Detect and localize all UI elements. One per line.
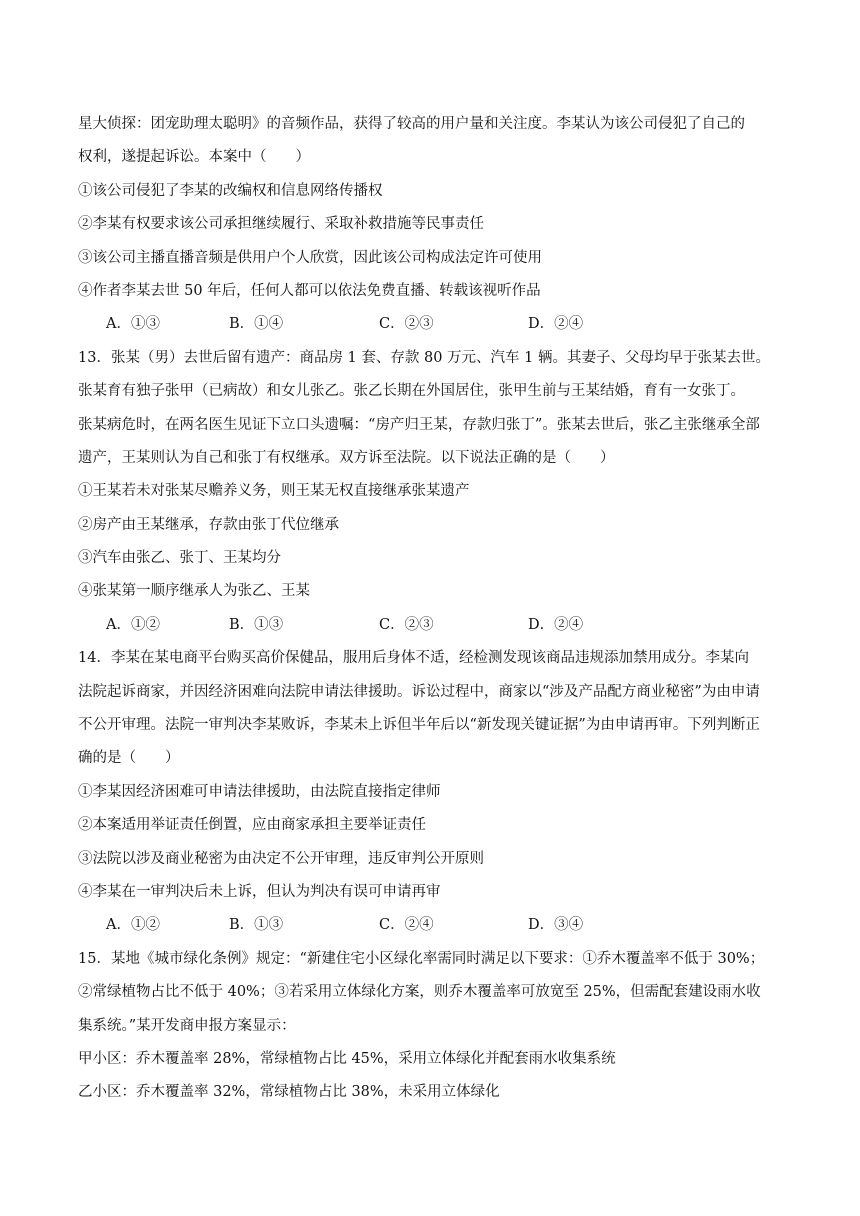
statement-3: ③法院以涉及商业秘密为由决定不公开审理，违反审判公开原则 <box>78 850 484 867</box>
statement-4: ④作者李某去世 50 年后，任何人都可以依法免费直播、转载该视听作品 <box>78 282 541 299</box>
scenario-line-b: 乙小区：乔木覆盖率 32%，常绿植物占比 38%，未采用立体绿化 <box>78 1084 500 1101</box>
option-c: C．②③ <box>379 616 434 633</box>
question-15 <box>78 943 790 1110</box>
statement-1: ①李某因经济困难可申请法律援助，由法院直接指定律师 <box>78 783 441 800</box>
question-stem-line: 集系统。”某开发商申报方案显示： <box>78 1017 296 1034</box>
question-stem-line: 法院起诉商家，并因经济困难向法院申请法律援助。诉讼过程中，商家以“涉及产品配方商业秘密”为由申请 <box>78 683 760 700</box>
option-a: A．①② <box>106 616 160 633</box>
option-b: B．①④ <box>229 316 284 333</box>
statement-3: ③汽车由张乙、张丁、王某均分 <box>78 550 281 567</box>
option-d: D．②④ <box>528 616 584 633</box>
option-c: C．②③ <box>379 316 434 333</box>
statement-4: ④李某在一审判决后未上诉，但认为判决有误可申请再审 <box>78 883 441 900</box>
answer-options <box>78 909 790 942</box>
exam-page <box>78 108 790 1110</box>
option-d: D．③④ <box>528 917 584 934</box>
question-stem-line: 张某育有独子张甲（已病故）和女儿张乙。张乙长期在外国居住，张甲生前与王某结婚，育有一女张丁。 <box>78 383 745 400</box>
question-stem-line: 13．张某（男）去世后留有遗产：商品房 1 套、存款 80 万元、汽车 1 辆。其妻子、父母均早于张某去世。 <box>78 349 771 366</box>
question-12 <box>78 108 790 342</box>
option-b: B．①③ <box>229 917 284 934</box>
statement-3: ③该公司主播直播音频是供用户个人欣赏，因此该公司构成法定许可使用 <box>78 249 542 266</box>
statement-2: ②房产由王某继承，存款由张丁代位继承 <box>78 516 339 533</box>
option-a: A．①③ <box>106 316 160 333</box>
question-stem-line: 权利，遂提起诉讼。本案中（ ） <box>78 149 310 166</box>
answer-options <box>78 609 790 642</box>
option-a: A．①② <box>106 917 160 934</box>
question-13 <box>78 342 790 643</box>
question-stem-line: 15．某地《城市绿化条例》规定：“新建住宅小区绿化率需同时满足以下要求：①乔木覆盖率不低于 30%； <box>78 950 765 967</box>
statement-2: ②李某有权要求该公司承担继续履行、采取补救措施等民事责任 <box>78 216 484 233</box>
option-b: B．①③ <box>229 616 284 633</box>
question-stem-line: 不公开审理。法院一审判决李某败诉，李某未上诉但半年后以“新发现关键证据”为由申请再审。下列判断正 <box>78 717 760 734</box>
question-stem-line: 星大侦探：团宠助理太聪明》的音频作品，获得了较高的用户量和关注度。李某认为该公司侵犯了自己的 <box>78 116 745 132</box>
statement-1: ①王某若未对张某尽赡养义务，则王某无权直接继承张某遗产 <box>78 483 470 500</box>
statement-2: ②本案适用举证责任倒置，应由商家承担主要举证责任 <box>78 817 426 834</box>
option-d: D．②④ <box>528 316 584 333</box>
statement-4: ④张某第一顺序继承人为张乙、王某 <box>78 583 310 600</box>
option-c: C．②④ <box>379 917 434 934</box>
answer-options <box>78 308 790 341</box>
question-stem-line: 遗产，王某则认为自己和张丁有权继承。双方诉至法院。以下说法正确的是（ ） <box>78 449 615 466</box>
question-stem-line: 14．李某在某电商平台购买高价保健品，服用后身体不适，经检测发现该商品违规添加禁用成分。李某向 <box>78 650 749 667</box>
question-stem-line: ②常绿植物占比不低于 40%；③若采用立体绿化方案，则乔木覆盖率可放宽至 25%，但需配套建设雨水收 <box>78 984 761 1001</box>
statement-1: ①该公司侵犯了李某的改编权和信息网络传播权 <box>78 182 383 199</box>
scenario-line-a: 甲小区：乔木覆盖率 28%，常绿植物占比 45%，采用立体绿化并配套雨水收集系统 <box>78 1050 616 1067</box>
question-stem-line: 确的是（ ） <box>78 750 180 767</box>
question-14 <box>78 642 790 943</box>
question-stem-line: 张某病危时，在两名医生见证下立口头遗嘱：“房产归王某，存款归张丁”。张某去世后，张乙主张继承全部 <box>78 416 760 433</box>
